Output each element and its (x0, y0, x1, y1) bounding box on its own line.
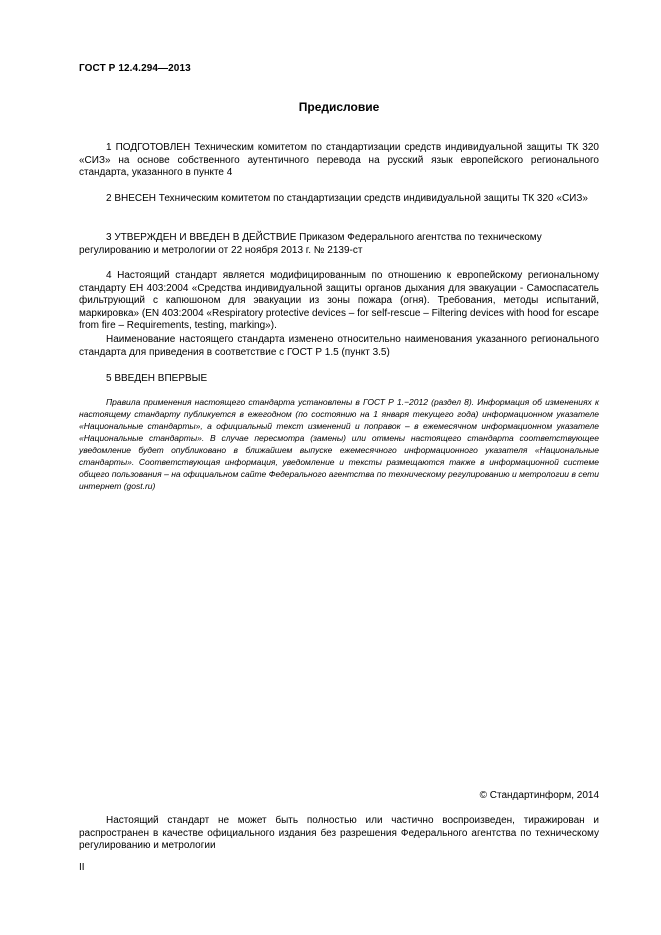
paragraph-4: 4 Настоящий стандарт является модифицированным по отношению к европейскому региональному стандарту ЕН 403:2004 «Средства индивидуальной защиты органов дыхания для эвакуации - Самоспасатель фильтрующий с капюшоном для эвакуации из зоны пожара (огня). Требования, методы испытаний, маркировка» (EN 403:2004 «Respiratory protective devices – for self-rescue – Filtering devices with hood for escape from fire – Requirements, testing, marking»). (79, 270, 599, 331)
copyright-line: © Стандартинформ, 2014 (479, 790, 599, 801)
copyright-notice: Настоящий стандарт не может быть полностью или частично воспроизведен, тиражирован и распространен в качестве официального издания без разрешения Федерального агентства по техническому регулированию и метрологии (79, 815, 599, 851)
page-title: Предисловие (298, 100, 380, 114)
paragraph-5: 5 ВВЕДЕН ВПЕРВЫЕ (106, 373, 208, 384)
page-number: II (79, 862, 85, 873)
application-note: Правила применения настоящего стандарта установлены в ГОСТ Р 1.−2012 (раздел 8). Информация об изменениях к настоящему стандарту публикуется в ежегодном (по состоянию на 1 января текущего года) информационном указателе «Национальные стандарты», а официальный текст изменений и поправок – в ежемесячном информационном указателе «Национальные стандарты». В случае пересмотра (замены) или отмены настоящего стандарта соответствующее уведомление будет опубликовано в ближайшем выпуске ежемесячного информационного указателя «Национальные стандарты». Соответствующая информация, уведомление и тексты размещаются также в информационной системе общего пользования – на официальном сайте Федерального агентства по техническому регулированию и метрологии в сети интернет (gost.ru) (79, 397, 599, 491)
paragraph-1: 1 ПОДГОТОВЛЕН Техническим комитетом по стандартизации средств индивидуальной защиты ТК 320 «СИЗ» на основе собственного аутентичного перевода на русский язык европейского регионального стандарта, указанного в пункте 4 (79, 142, 599, 178)
standard-code: ГОСТ Р 12.4.294—2013 (79, 63, 191, 74)
paragraph-4-continuation: Наименование настоящего стандарта изменено относительно наименования указанного регионального стандарта для приведения в соответствие с ГОСТ Р 1.5 (пункт 3.5) (79, 334, 599, 358)
paragraph-2: 2 ВНЕСЕН Техническим комитетом по стандартизации средств индивидуальной защиты ТК 320 «СИЗ» (106, 193, 588, 204)
paragraph-3: 3 УТВЕРЖДЕН И ВВЕДЕН В ДЕЙСТВИЕ Приказом Федерального агентства по техническому регулированию и метрологии от 22 ноября 2013 г. № 2139-ст (79, 232, 542, 256)
